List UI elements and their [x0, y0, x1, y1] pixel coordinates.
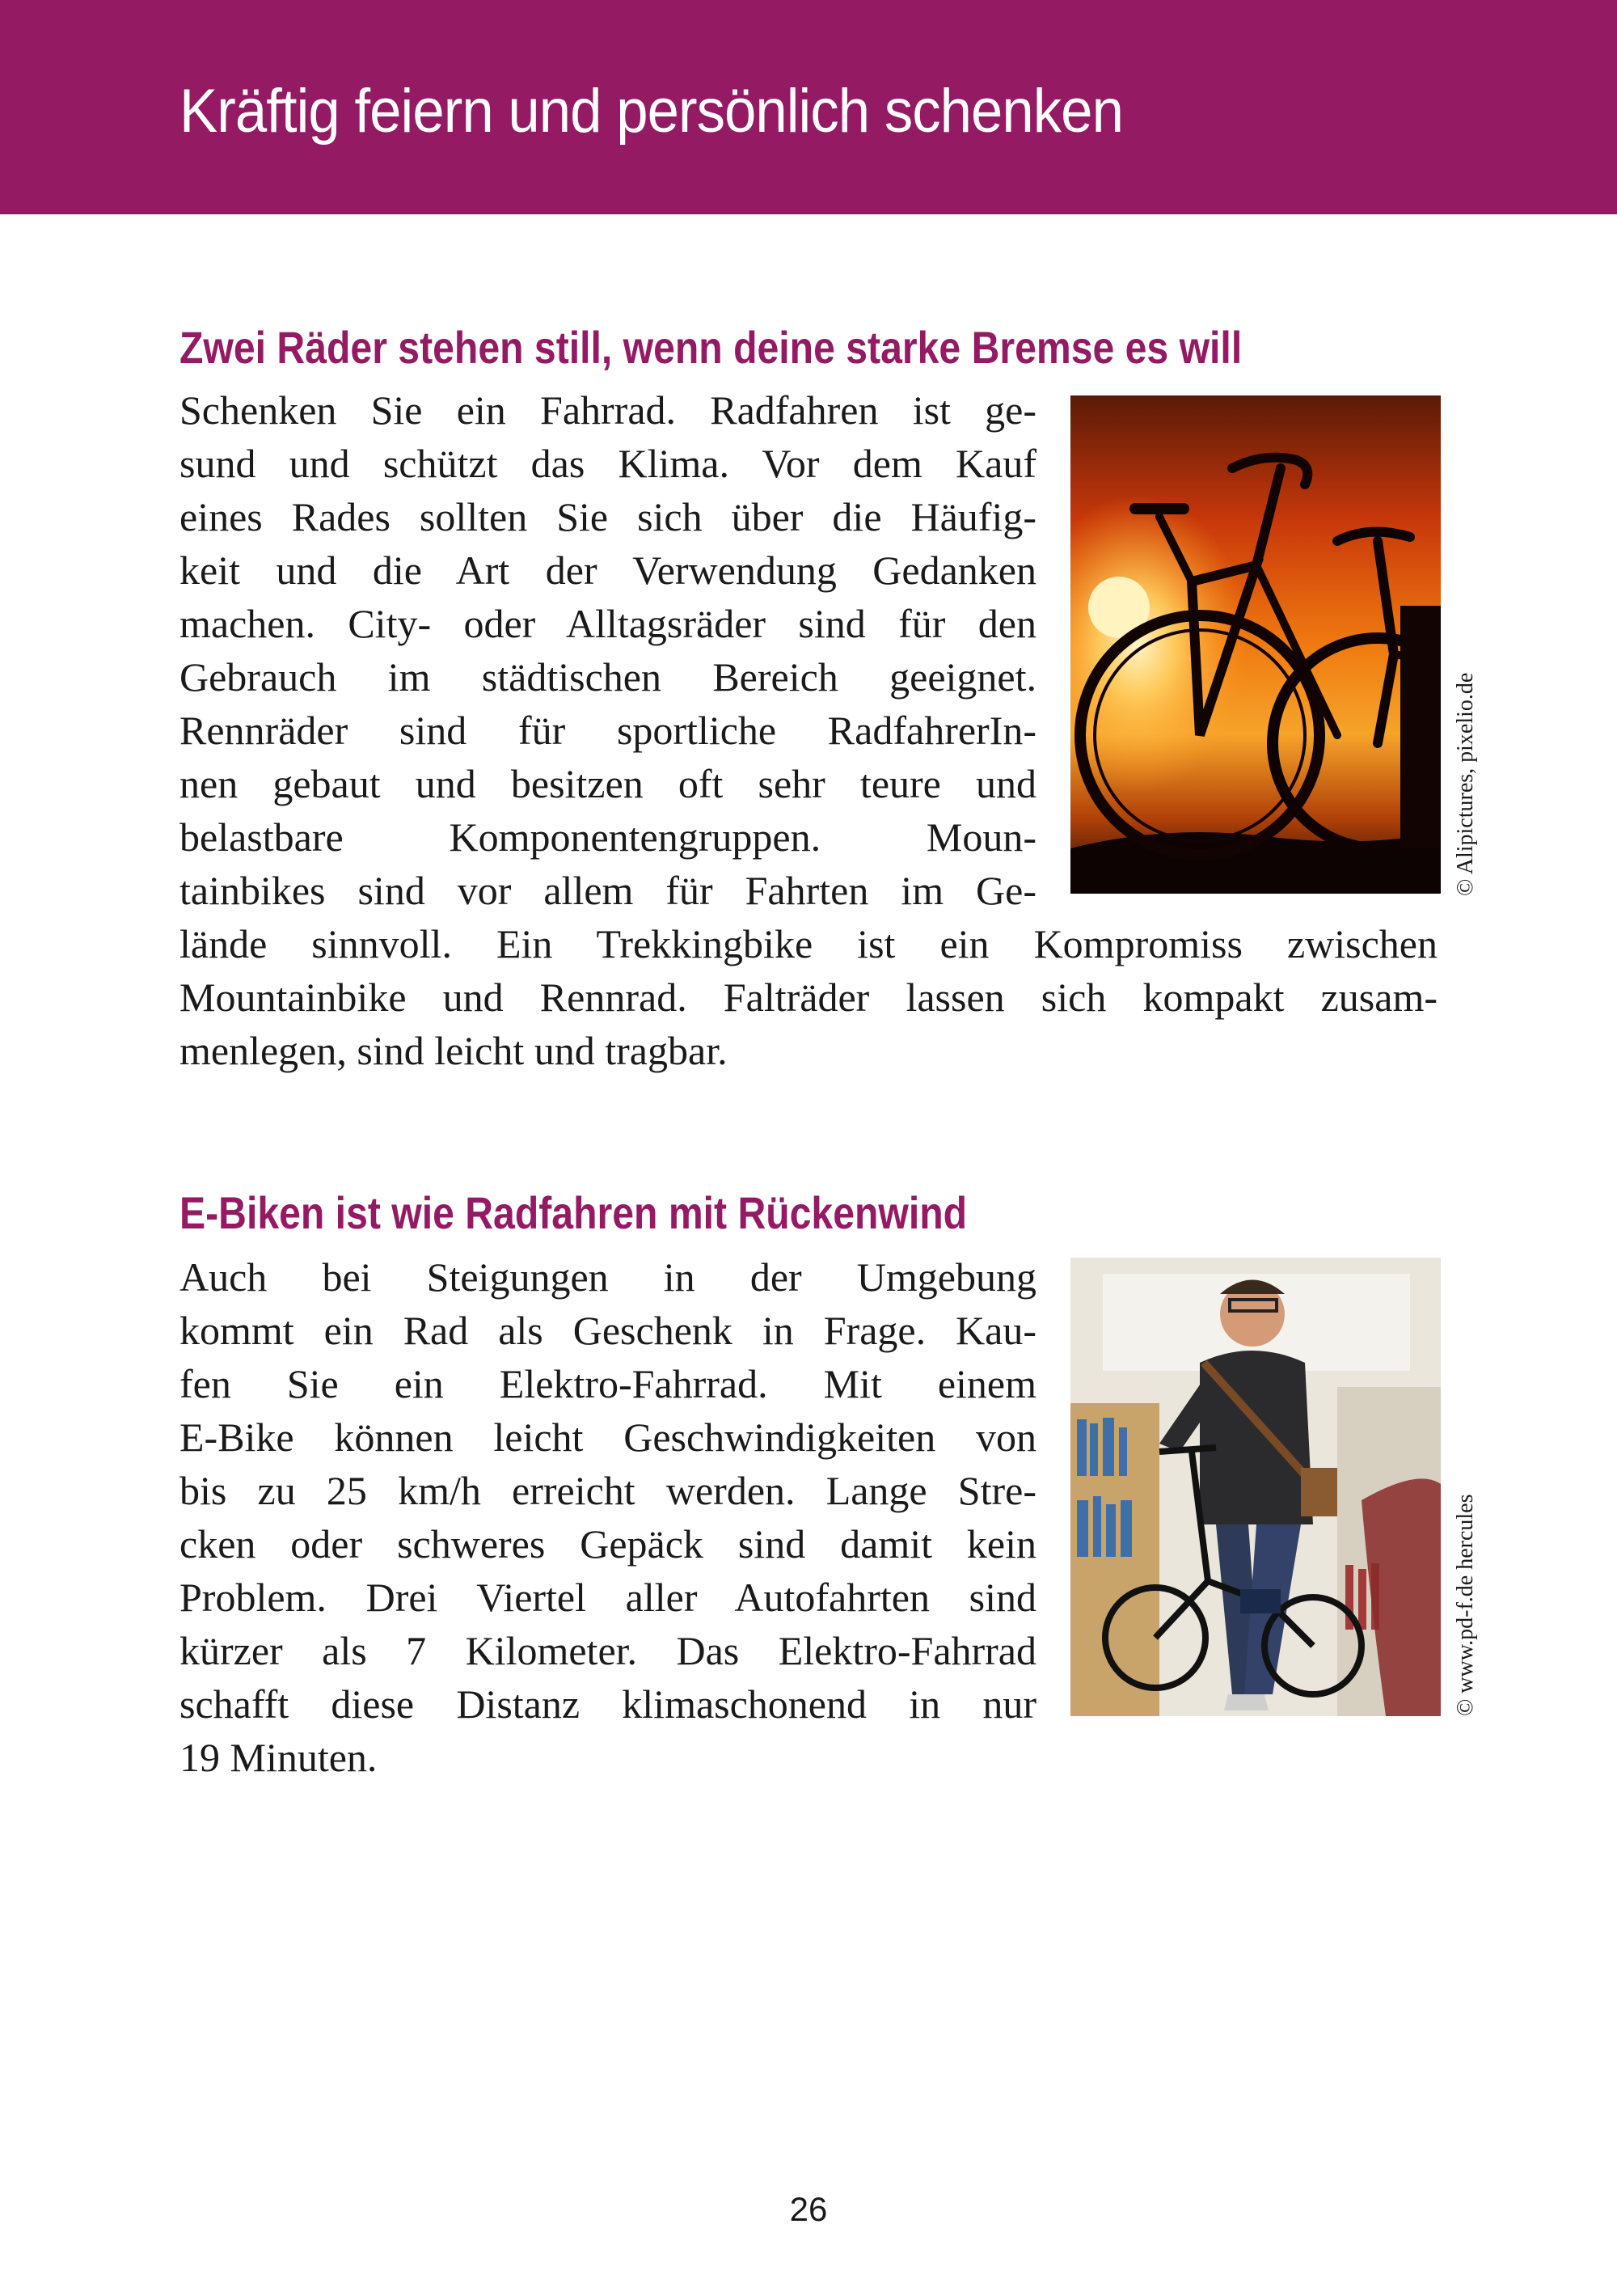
sunset-bicycles-photo — [1070, 395, 1441, 894]
page-number: 26 — [789, 2190, 828, 2228]
body-line: lände sinnvoll. Ein Trekkingbike ist ein Kompromiss zwischen — [179, 921, 1438, 966]
body-line: nen gebaut und besitzen oft sehr teure und — [179, 761, 1036, 806]
header-bar — [0, 0, 1617, 214]
body-line: Problem. Drei Viertel aller Autofahrten sind — [179, 1575, 1036, 1620]
body-line: cken oder schweres Gepäck sind damit kein — [179, 1521, 1036, 1567]
body-line: Mountainbike und Rennrad. Falträder lassen sich kompakt zusam- — [179, 975, 1438, 1020]
body-line: eines Rades sollten Sie sich über die Häufig- — [179, 494, 1036, 539]
body-line: Rennräder sind für sportliche RadfahrerIn- — [179, 708, 1036, 753]
body-line: kürzer als 7 Kilometer. Das Elektro-Fahrrad — [179, 1628, 1036, 1673]
body-line: tainbikes sind vor allem für Fahrten im Ge- — [179, 868, 1036, 913]
body-line: fen Sie ein Elektro-Fahrrad. Mit einem — [179, 1361, 1036, 1406]
image-credit: © Alipictures, pixelio.de — [1453, 672, 1478, 896]
body-line: schafft diese Distanz klimaschonend in nur — [179, 1681, 1036, 1727]
body-line: Auch bei Steigungen in der Umgebung — [179, 1254, 1036, 1300]
body-line: keit und die Art der Verwendung Gedanken — [179, 548, 1036, 593]
body-line: bis zu 25 km/h erreicht werden. Lange Stre- — [179, 1468, 1036, 1513]
body-line: E-Bike können leicht Geschwindigkeiten von — [179, 1414, 1036, 1460]
ebike-man-photo — [1070, 1258, 1441, 1716]
section-heading-bicycle: Zwei Räder stehen still, wenn deine starke Bremse es will — [179, 322, 1243, 373]
body-line: kommt ein Rad als Geschenk in Frage. Kau- — [179, 1308, 1036, 1353]
body-line: belastbare Komponentengruppen. Moun- — [179, 814, 1036, 860]
image-credit: © www.pd-f.de hercules — [1453, 1494, 1478, 1716]
body-line: Gebrauch im städtischen Bereich geeignet. — [179, 654, 1036, 700]
body-line: Schenken Sie ein Fahrrad. Radfahren ist ge- — [179, 387, 1036, 433]
body-line: sund und schützt das Klima. Vor dem Kauf — [179, 441, 1036, 486]
section-heading-ebike: E-Biken ist wie Radfahren mit Rückenwind — [179, 1187, 968, 1238]
body-line: menlegen, sind leicht und tragbar. — [179, 1028, 728, 1073]
page-title: Kräftig feiern und persönlich schenken — [179, 77, 1123, 146]
body-line: 19 Minuten. — [179, 1735, 378, 1780]
body-line: machen. City- oder Alltagsräder sind für den — [179, 601, 1036, 646]
